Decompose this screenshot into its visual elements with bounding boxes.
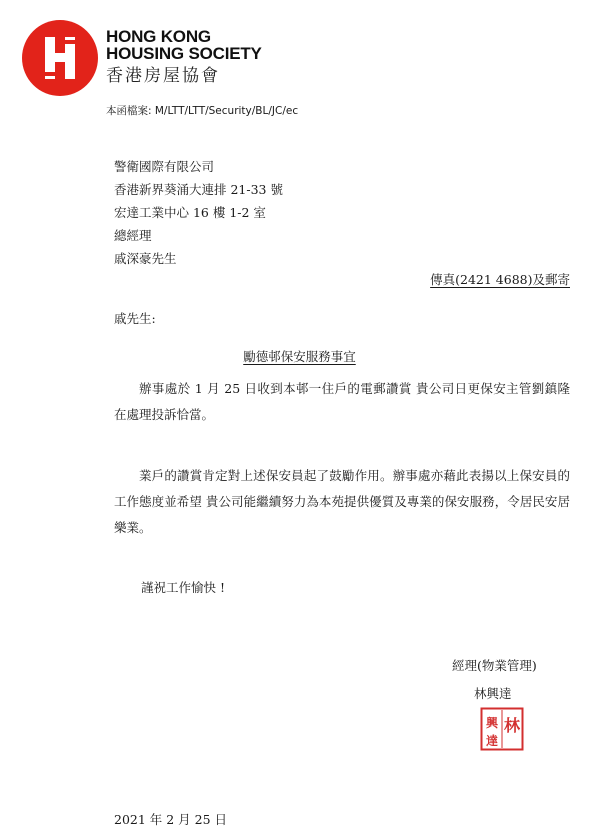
housing-society-logo	[22, 20, 98, 96]
recipient-company: 警衛國際有限公司	[114, 159, 215, 174]
org-name-zh: 香港房屋協會	[106, 66, 220, 85]
salutation: 戚先生:	[114, 311, 156, 326]
delivery-method: 傳真(2421 4688)及郵寄	[430, 272, 570, 287]
letter-date: 2021 年 2 月 25 日	[114, 812, 228, 827]
recipient-address-line1: 香港新界葵涌大連排 21-33 號	[114, 182, 283, 197]
svg-text:達: 達	[485, 734, 499, 748]
svg-text:興: 興	[485, 716, 499, 730]
org-name-block	[106, 28, 262, 86]
closing-remark: 謹祝工作愉快 !	[141, 580, 225, 595]
org-name-en-line1: HONG KONG	[106, 27, 211, 46]
signatory-name: 林興達	[474, 686, 512, 701]
recipient-name: 戚深豪先生	[114, 251, 177, 266]
recipient-address-line2: 宏達工業中心 16 樓 1-2 室	[114, 205, 266, 220]
body-paragraph-1: 辦事處於 1 月 25 日收到本邨一住戶的電郵讚賞 貴公司日更保安主管劉鎮隆在處理投訴恰當。	[114, 381, 570, 422]
signatory-title: 經理(物業管理)	[452, 658, 537, 673]
org-name-en-line2: HOUSING SOCIETY	[106, 44, 262, 63]
name-seal-stamp	[480, 707, 524, 751]
body-paragraph-2: 業戶的讚賞肯定對上述保安員起了鼓勵作用。辦事處亦藉此表揚以上保安員的工作態度並希望 貴公司能繼續努力為本苑提供優質及專業的保安服務，令居民安居樂業。	[114, 468, 570, 535]
svg-text:林: 林	[503, 716, 521, 735]
file-reference: 本函檔案: M/LTT/LTT/Security/BL/JC/ec	[106, 105, 299, 117]
recipient-title: 總經理	[114, 228, 152, 243]
letter-subject: 勵德邨保安服務事宜	[243, 349, 356, 364]
